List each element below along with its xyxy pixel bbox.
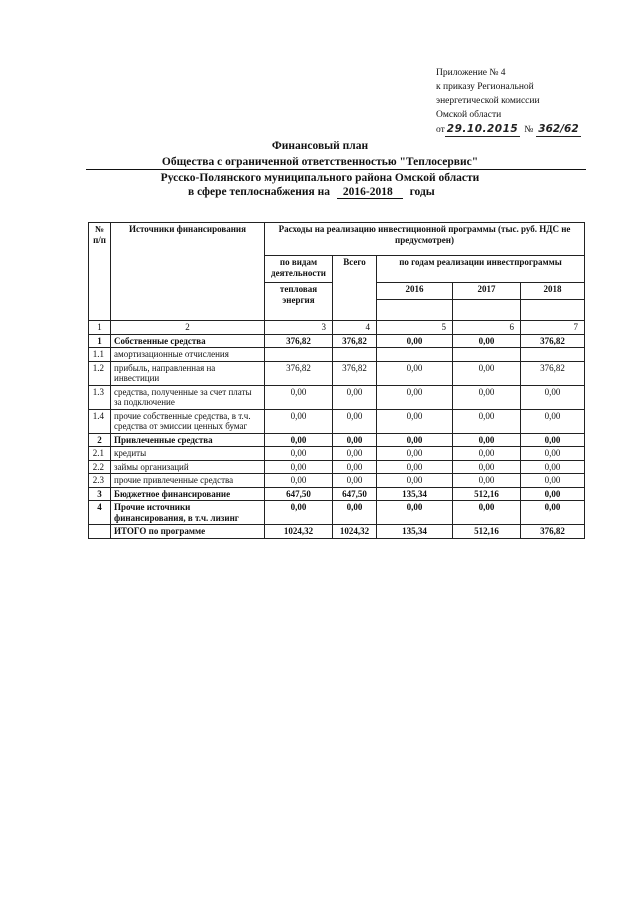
order-number: 362/62 <box>538 123 579 135</box>
row-source-name: Прочие источники финансирования, в т.ч. лизинг <box>111 501 265 525</box>
row-value: 647,50 <box>265 487 333 501</box>
row-value: 0,00 <box>333 409 377 433</box>
row-value: 0,00 <box>377 361 453 385</box>
column-number: 6 <box>453 321 521 335</box>
row-number: 4 <box>89 501 111 525</box>
row-value: 0,00 <box>521 487 585 501</box>
row-value: 0,00 <box>333 433 377 447</box>
table-row <box>89 525 585 539</box>
row-value: 0,00 <box>377 334 453 348</box>
period-suffix: годы <box>409 186 435 198</box>
row-value: 0,00 <box>333 385 377 409</box>
row-value: 0,00 <box>265 433 333 447</box>
row-value: 0,00 <box>521 501 585 525</box>
table-row <box>89 460 585 474</box>
row-number: 3 <box>89 487 111 501</box>
table-row <box>89 409 585 433</box>
financial-plan-table <box>88 222 585 539</box>
table-row <box>89 501 585 525</box>
row-value: 0,00 <box>453 385 521 409</box>
row-source-name: Привлеченные средства <box>111 433 265 447</box>
row-number: 1.3 <box>89 385 111 409</box>
row-source-name: амортизационные отчисления <box>111 348 265 362</box>
row-source-name: средства, полученные за счет платы за подключение <box>111 385 265 409</box>
table-row <box>89 334 585 348</box>
table-row <box>89 385 585 409</box>
row-number: 1.4 <box>89 409 111 433</box>
row-value: 0,00 <box>453 433 521 447</box>
period-line <box>188 186 435 199</box>
column-number: 4 <box>333 321 377 335</box>
row-value: 0,00 <box>453 447 521 461</box>
appendix-line-2: к приказу Региональной <box>436 82 534 92</box>
from-prefix: от <box>436 125 445 135</box>
row-value: 0,00 <box>265 385 333 409</box>
document-title: Финансовый план <box>271 140 369 152</box>
row-source-name: Собственные средства <box>111 334 265 348</box>
appendix-line-1: Приложение № 4 <box>436 68 506 78</box>
header-expenses: Расходы на реализацию инвестиционной программы (тыс. руб. НДС не предусмотрен) <box>265 223 585 256</box>
row-value: 0,00 <box>453 361 521 385</box>
row-value: 376,82 <box>521 525 585 539</box>
row-value: 0,00 <box>377 447 453 461</box>
row-value: 135,34 <box>377 525 453 539</box>
header-blank-cell <box>453 300 521 321</box>
row-value: 0,00 <box>265 460 333 474</box>
header-heat-energy: тепловая энергия <box>265 283 333 321</box>
header-by-activity: по видам деятельности <box>265 256 333 283</box>
header-year-3: 2018 <box>521 283 585 300</box>
row-number: 2.1 <box>89 447 111 461</box>
period-years: 2016-2018 <box>337 186 403 199</box>
table-row <box>89 433 585 447</box>
row-value: 0,00 <box>521 433 585 447</box>
header-source: Источники финансирования <box>111 223 265 321</box>
row-value: 0,00 <box>333 474 377 488</box>
row-value: 0,00 <box>377 460 453 474</box>
column-number: 7 <box>521 321 585 335</box>
header-blank-cell <box>521 300 585 321</box>
column-number: 5 <box>377 321 453 335</box>
row-value: 0,00 <box>377 385 453 409</box>
row-source-name: Бюджетное финансирование <box>111 487 265 501</box>
row-value: 1024,32 <box>333 525 377 539</box>
row-value: 376,82 <box>265 361 333 385</box>
row-number: 2.2 <box>89 460 111 474</box>
row-value: 1024,32 <box>265 525 333 539</box>
row-value: 0,00 <box>521 385 585 409</box>
table-row <box>89 474 585 488</box>
row-value: 0,00 <box>265 409 333 433</box>
order-reference <box>436 122 626 137</box>
table-body <box>89 334 585 538</box>
row-number: 1.2 <box>89 361 111 385</box>
row-value: 0,00 <box>521 460 585 474</box>
row-source-name: кредиты <box>111 447 265 461</box>
row-value <box>333 348 377 362</box>
row-value: 0,00 <box>521 409 585 433</box>
appendix-line-3: энергетической комиссии <box>436 96 540 106</box>
column-number: 3 <box>265 321 333 335</box>
table-row <box>89 348 585 362</box>
row-value: 0,00 <box>333 447 377 461</box>
row-value: 0,00 <box>453 501 521 525</box>
header-year-1: 2016 <box>377 283 453 300</box>
number-prefix: № <box>524 125 534 135</box>
row-value: 376,82 <box>521 361 585 385</box>
column-number-row <box>89 321 585 335</box>
appendix-line-4: Омской области <box>436 110 502 120</box>
row-value: 0,00 <box>521 447 585 461</box>
row-value: 0,00 <box>265 447 333 461</box>
row-number: 2.3 <box>89 474 111 488</box>
table-row <box>89 447 585 461</box>
row-source-name: прибыль, направленная на инвестиции <box>111 361 265 385</box>
row-number <box>89 525 111 539</box>
row-value: 0,00 <box>333 501 377 525</box>
row-number: 1.1 <box>89 348 111 362</box>
row-value <box>453 348 521 362</box>
header-blank-cell <box>377 300 453 321</box>
table-row <box>89 487 585 501</box>
row-value: 0,00 <box>453 474 521 488</box>
row-value: 0,00 <box>521 474 585 488</box>
table-row <box>89 361 585 385</box>
row-value: 512,16 <box>453 487 521 501</box>
column-number: 2 <box>111 321 265 335</box>
row-value: 647,50 <box>333 487 377 501</box>
row-value: 135,34 <box>377 487 453 501</box>
column-number: 1 <box>89 321 111 335</box>
row-source-name: ИТОГО по программе <box>111 525 265 539</box>
row-value: 0,00 <box>265 501 333 525</box>
row-value: 0,00 <box>453 409 521 433</box>
header-year-2: 2017 <box>453 283 521 300</box>
row-value: 0,00 <box>265 474 333 488</box>
row-value: 376,82 <box>265 334 333 348</box>
row-source-name: прочие привлеченные средства <box>111 474 265 488</box>
row-value <box>377 348 453 362</box>
appendix-block <box>436 66 626 137</box>
row-value: 0,00 <box>377 409 453 433</box>
period-prefix: в сфере теплоснабжения на <box>188 186 331 198</box>
row-number: 2 <box>89 433 111 447</box>
row-value: 376,82 <box>333 361 377 385</box>
row-number: 1 <box>89 334 111 348</box>
row-value: 0,00 <box>377 474 453 488</box>
row-source-name: прочие собственные средства, в т.ч. средства от эмиссии ценных бумаг <box>111 409 265 433</box>
row-value: 376,82 <box>521 334 585 348</box>
title-underline <box>86 169 586 170</box>
header-no: № п/п <box>89 223 111 321</box>
header-total: Всего <box>333 256 377 321</box>
header-by-years: по годам реализации инвестпрограммы <box>377 256 585 283</box>
row-value: 376,82 <box>333 334 377 348</box>
row-value: 0,00 <box>453 460 521 474</box>
company-name: Общества с ограниченной ответственностью "Теплосервис" <box>161 156 479 168</box>
district-name: Русско-Полянского муниципального района Омской области <box>160 172 480 184</box>
row-value: 512,16 <box>453 525 521 539</box>
row-value <box>265 348 333 362</box>
row-value <box>521 348 585 362</box>
row-value: 0,00 <box>453 334 521 348</box>
row-value: 0,00 <box>377 501 453 525</box>
row-value: 0,00 <box>333 460 377 474</box>
row-source-name: займы организаций <box>111 460 265 474</box>
row-value: 0,00 <box>377 433 453 447</box>
order-date: 29.10.2015 <box>446 123 519 135</box>
